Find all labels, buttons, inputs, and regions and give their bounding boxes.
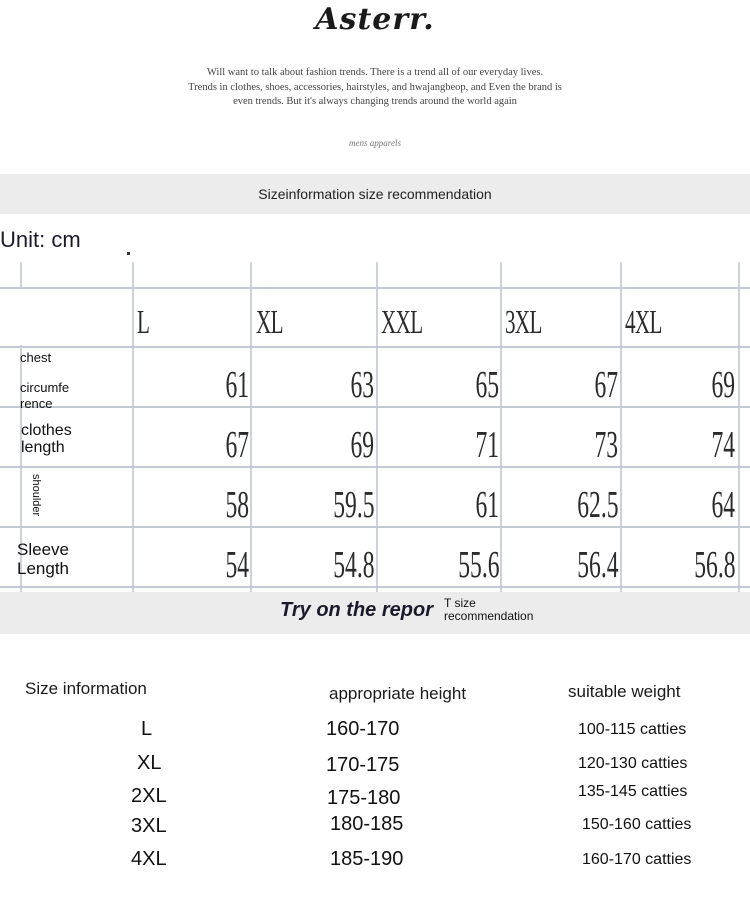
corner-cell bbox=[0, 289, 131, 345]
table-cell: 54.8 bbox=[332, 544, 374, 586]
intro-text bbox=[150, 66, 600, 110]
grid-line bbox=[132, 262, 134, 592]
row-label: Length bbox=[17, 559, 69, 578]
row-label: chest bbox=[20, 350, 52, 365]
section-subtitle-line: T size bbox=[444, 596, 476, 610]
table-cell: 56.4 bbox=[576, 544, 618, 586]
table-cell: 54 bbox=[225, 544, 249, 586]
size-header: 3XL bbox=[505, 304, 542, 341]
grid-line bbox=[250, 262, 252, 592]
weight-value: 135-145 catties bbox=[578, 783, 688, 800]
table-cell: 59.5 bbox=[332, 484, 374, 526]
intro-line: Will want to talk about fashion trends. There is a trend all of our everyday lives. bbox=[206, 67, 544, 78]
column-header: appropriate height bbox=[329, 684, 467, 703]
height-value: 160-170 bbox=[326, 718, 400, 740]
section-title: Sizeinformation size recommendation bbox=[258, 186, 492, 202]
column-header: suitable weight bbox=[568, 682, 681, 701]
grid-line bbox=[0, 346, 750, 348]
size-value: 4XL bbox=[131, 848, 167, 870]
section-title-band bbox=[0, 174, 750, 214]
decorative-dot bbox=[127, 252, 130, 255]
table-cell: 56.8 bbox=[693, 544, 735, 586]
section-subtitle bbox=[444, 597, 533, 623]
brand-logo: Asterr. bbox=[315, 2, 435, 37]
weight-value: 100-115 catties bbox=[578, 721, 687, 738]
table-cell: 74 bbox=[711, 424, 735, 466]
grid-line bbox=[0, 526, 750, 528]
grid-line bbox=[0, 466, 750, 468]
grid-line bbox=[376, 262, 378, 592]
height-value: 180-185 bbox=[330, 813, 404, 835]
size-header: L bbox=[137, 304, 150, 341]
weight-value: 150-160 catties bbox=[582, 816, 692, 833]
section-subtitle-line: recommendation bbox=[444, 609, 534, 623]
weight-value: 120-130 catties bbox=[578, 755, 688, 772]
table-cell: 64 bbox=[711, 484, 735, 526]
table-cell: 61 bbox=[225, 364, 249, 406]
unit-label: Unit: cm bbox=[0, 227, 81, 252]
table-cell: 67 bbox=[594, 364, 618, 406]
table-cell: 67 bbox=[225, 424, 249, 466]
row-label: shoulder bbox=[30, 474, 42, 517]
weight-value: 160-170 catties bbox=[582, 851, 692, 868]
size-value: 2XL bbox=[131, 785, 167, 807]
table-cell: 69 bbox=[350, 424, 374, 466]
table-cell: 73 bbox=[594, 424, 618, 466]
grid-line bbox=[620, 262, 622, 592]
section-title: Try on the repor bbox=[280, 599, 433, 621]
row-label: length bbox=[21, 439, 65, 456]
grid-line bbox=[0, 586, 750, 588]
row-label: circumfe bbox=[20, 380, 70, 395]
table-cell: 61 bbox=[475, 484, 499, 526]
table-cell: 69 bbox=[711, 364, 735, 406]
grid-line bbox=[500, 262, 502, 592]
row-label: rence bbox=[20, 396, 53, 411]
size-header: XL bbox=[256, 304, 283, 341]
intro-line: Trends in clothes, shoes, accessories, hairstyles, and hwajangbeop, and Even the brand is bbox=[188, 81, 562, 93]
height-value: 175-180 bbox=[327, 787, 401, 809]
row-label: Sleeve bbox=[17, 540, 69, 559]
size-chart-table bbox=[0, 262, 750, 592]
size-value: 3XL bbox=[131, 815, 167, 837]
table-cell: 71 bbox=[475, 424, 499, 466]
size-value: L bbox=[141, 718, 153, 740]
size-value: XL bbox=[137, 752, 162, 774]
brand-subtitle: mens apparels bbox=[349, 138, 401, 148]
table-cell: 62.5 bbox=[576, 484, 618, 526]
height-value: 170-175 bbox=[326, 754, 400, 776]
size-header: XXL bbox=[381, 304, 423, 341]
row-label: clothes bbox=[21, 422, 72, 439]
grid-line bbox=[0, 406, 750, 408]
size-header: 4XL bbox=[625, 304, 662, 341]
height-value: 185-190 bbox=[330, 848, 404, 870]
intro-line: even trends. But it's always changing trends around the world again bbox=[233, 96, 517, 107]
grid-line bbox=[738, 262, 740, 592]
table-cell: 58 bbox=[225, 484, 249, 526]
table-cell: 63 bbox=[350, 364, 374, 406]
table-cell: 65 bbox=[475, 364, 499, 406]
column-header: Size information bbox=[25, 679, 147, 698]
table-cell: 55.6 bbox=[457, 544, 499, 586]
